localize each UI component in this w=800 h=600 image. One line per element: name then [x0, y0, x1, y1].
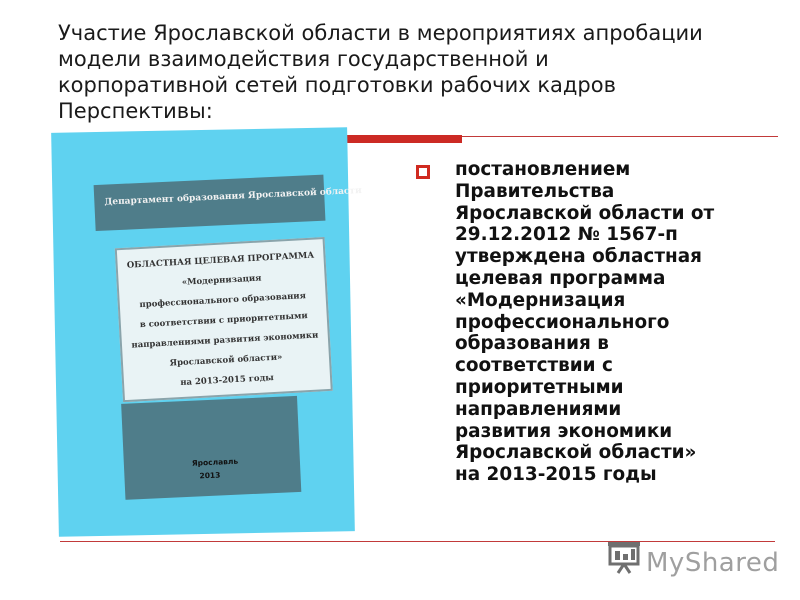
cover-line-4: в соответствии с приоритетными — [139, 311, 308, 331]
title-line-2: модели взаимодействия государственной и — [58, 47, 549, 71]
cover-line-7: на 2013-2015 годы — [180, 372, 275, 389]
body-line: «Модернизация — [455, 289, 626, 311]
cover-city: Ярославль — [191, 456, 239, 468]
square-bullet-icon — [416, 165, 430, 179]
body-line: приоритетными — [455, 376, 624, 398]
body-line: образования в — [455, 333, 609, 355]
body-line: целевая программа — [455, 267, 666, 289]
watermark-logo — [606, 540, 780, 580]
bullet-text — [455, 159, 775, 486]
title-line-1: Участие Ярославской области в мероприятиях апробации — [58, 21, 703, 45]
body-line: утверждена областная — [455, 246, 702, 268]
title-line-4: Перспективы: — [58, 99, 213, 123]
program-cover-image — [51, 127, 362, 537]
cover-department-bar — [94, 175, 362, 231]
cover-year: 2013 — [199, 470, 221, 481]
slide-title — [58, 20, 758, 124]
body-line: 29.12.2012 № 1567-п — [455, 224, 678, 246]
cover-title-box — [115, 237, 333, 402]
cover-lower-block — [121, 396, 301, 500]
body-line: развития экономики — [455, 420, 673, 442]
presentation-board-icon — [606, 540, 646, 574]
title-line-3: корпоративной сетей подготовки рабочих кадров — [58, 73, 616, 97]
body-line: Правительства — [455, 180, 615, 202]
body-line: Ярославской области от — [455, 202, 715, 224]
body-line: Ярославской области» — [455, 442, 697, 464]
cover-line-1: ОБЛАСТНАЯ ЦЕЛЕВАЯ ПРОГРАММА — [126, 250, 315, 271]
body-line: постановлением — [455, 159, 631, 180]
cover-line-6: Ярославской области» — [169, 352, 283, 369]
body-line: соответствии с — [455, 355, 613, 377]
cover-line-5: направлениями развития экономики — [131, 330, 319, 351]
cover-line-3: профессионального образования — [139, 291, 307, 311]
body-line: профессионального — [455, 311, 670, 333]
cover-line-2: «Модернизация — [181, 273, 262, 288]
body-line: направлениями — [455, 398, 622, 420]
watermark-text: MyShared — [646, 548, 780, 578]
body-line: на 2013-2015 годы — [455, 464, 657, 486]
cover-department-text: Департамент образования Ярославской области — [104, 185, 362, 208]
